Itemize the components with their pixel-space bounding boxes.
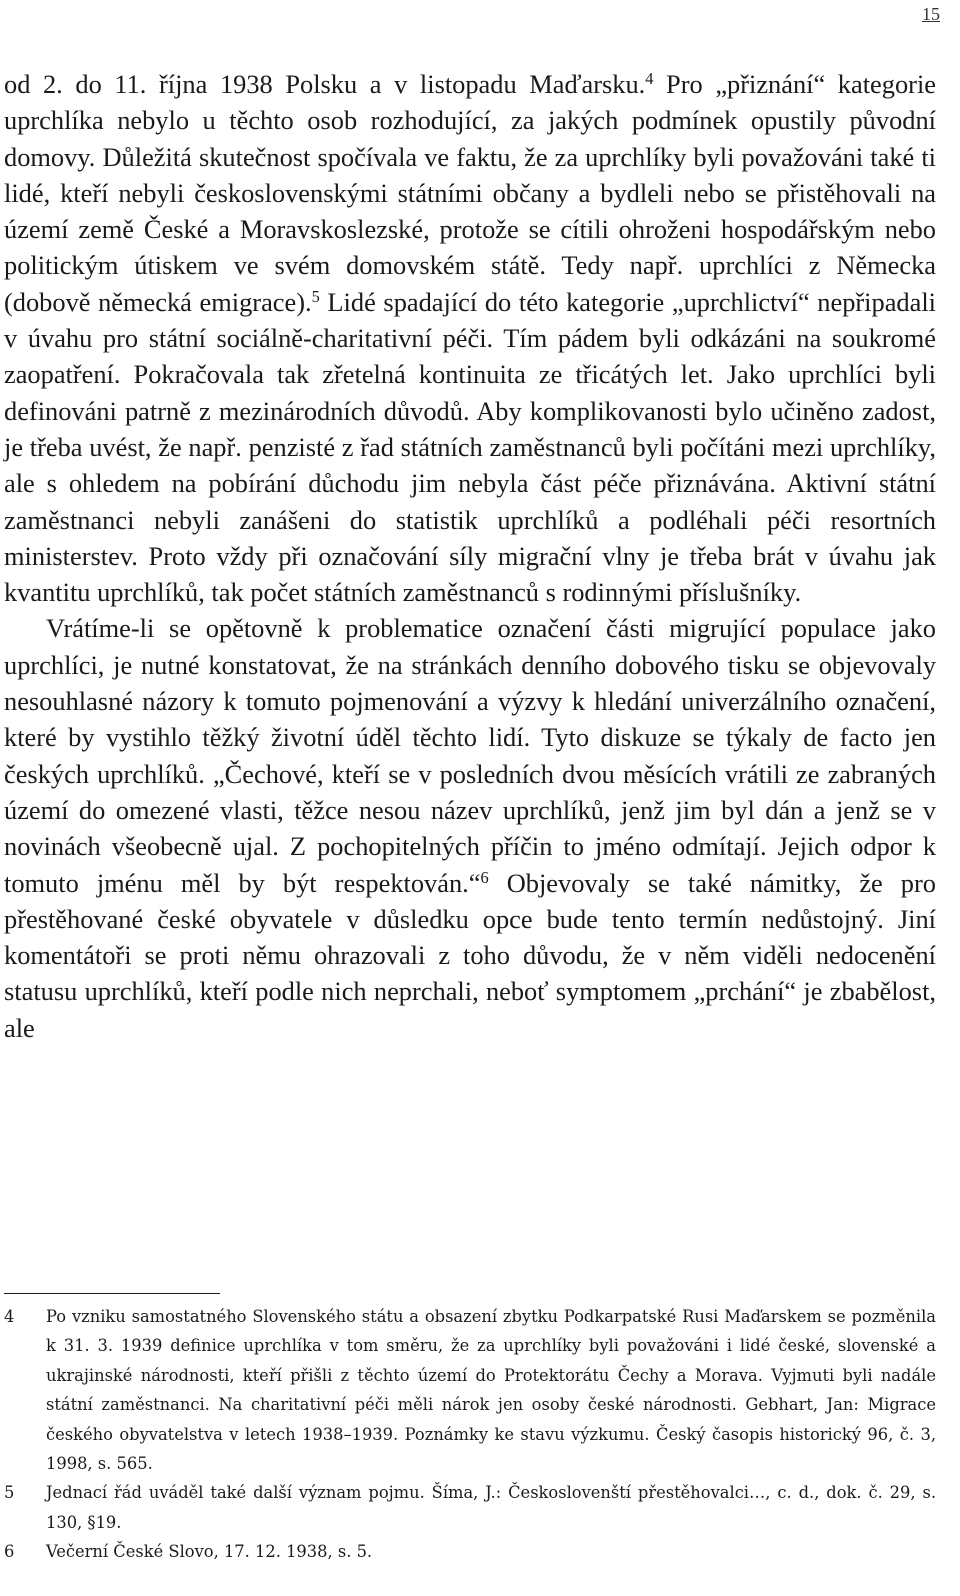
page-number: 15 — [922, 4, 940, 24]
text-run: Vrátíme-li se opětovně k problematice označení části migrující populace jako uprchlíci, je nutné konstatovat, že na stránkách denního dobového tisku se objevovaly nesouhlasné názory k tomuto pojmenování a výzvy k hledání univerzálního označení, které by vystihlo těžký životní úděl těchto lidí. Tyto diskuze se týkaly de facto jen českých uprchlíků. „Čechové, kteří se v posledních dvou měsících vrátili ze zabraných území do omezené vlasti, těžce nesou název uprchlíků, jenž jim byl dán a jenž se v novinách všeobecně ujal. Z pochopitelných příčin to jméno odmítají. Jejich odpor k tomuto jménu měl by být respektován.“ — [4, 613, 936, 898]
footnote-number: 6 — [4, 1542, 15, 1562]
text-run: od 2. do 11. října 1938 Polsku a v listopadu Maďarsku. — [4, 69, 646, 99]
text-run: Pro „přiznání“ kategorie uprchlíka nebylo u těchto osob rozhodující, za jakých podmínek opustily původní domovy. Důležitá skutečnost spočívala ve faktu, že za uprchlíky byli považováni také ti lidé, kteří nebyli československými státními občany a bydleli nebo se přistěhovali na území země České a Moravskoslezské, protože se cítili ohroženi hospodářským nebo politickým útiskem ve svém domovském státě. Tedy např. uprchlíci z Německa (dobově německá emigrace). — [4, 69, 936, 317]
footnote-text: Večerní České Slovo, 17. 12. 1938, s. 5. — [46, 1542, 373, 1562]
paragraph-1 — [4, 66, 936, 610]
footnotes — [4, 1302, 936, 1567]
text-run: Objevovaly se také námitky, že pro přestěhované české obyvatele v důsledku opce bude tento termín nedůstojný. Jiní komentátoři se proti němu ohrazovali z toho důvodu, že v něm viděli nedocenění statusu uprchlíků, kteří podle nich neprchali, neboť symptomem „prchání“ je zbabělost, ale — [4, 867, 936, 1043]
text-run: Lidé spadající do této kategorie „uprchlictví“ nepřipadali v úvahu pro státní sociálně-charitativní péči. Tím pádem byli odkázáni na soukromé zaopatření. Pokračovala tak zřetelná kontinuita ze třicátých let. Jako uprchlíci byli definováni patrně z mezinárodních důvodů. Aby komplikovanosti bylo učiněno zadost, je třeba uvést, že např. penzisté z řad státních zaměstnanců byli počítáni mezi uprchlíky, ale s ohledem na pobírání důchodu jim nebyla část péče přiznávána. Aktivní státní zaměstnanci nebyli zanášeni do statistik uprchlíků a podléhali péči resortních ministerstev. Proto vždy při označování síly migrační vlny je třeba brát v úvahu jak kvantitu uprchlíků, tak počet státních zaměstnanců s rodinnými příslušníky. — [4, 286, 936, 608]
footnote-number: 4 — [4, 1307, 15, 1326]
footnote-number: 5 — [4, 1483, 15, 1503]
main-text — [4, 66, 936, 1046]
footnote-6 — [4, 1537, 936, 1566]
footnote-divider — [4, 1293, 220, 1294]
footnote-5 — [4, 1478, 936, 1537]
footnote-4 — [4, 1302, 936, 1478]
footnote-ref-5[interactable]: 5 — [311, 286, 320, 306]
footnote-text: Po vzniku samostatného Slovenského státu a obsazení zbytku Podkarpatské Rusi Maďarskem se pozměnila k 31. 3. 1939 definice uprchlíka v tom směru, že za uprchlíky byli považováni i lidé české, slovenské a ukrajinské národnosti, kteří přišli z těchto území do Protektorátu Čechy a Morava. Vyjmuti byli nadále státní zaměstnanci. Na charitativní péči měli nárok jen osoby české národnosti. Gebhart, Jan: Migrace českého obyvatelstva v letech 1938–1939. Poznámky ke stavu výzkumu. Český časopis historický 96, č. 3, 1998, s. 565. — [46, 1307, 936, 1474]
paragraph-2 — [4, 610, 936, 1046]
footnote-ref-4[interactable]: 4 — [645, 69, 654, 88]
footnote-ref-6[interactable]: 6 — [480, 867, 489, 887]
footnote-text: Jednací řád uváděl také další význam pojmu. Šíma, J.: Českoslovenští přestěhovalci…, c. d., dok. č. 29, s. 130, §19. — [46, 1483, 936, 1532]
